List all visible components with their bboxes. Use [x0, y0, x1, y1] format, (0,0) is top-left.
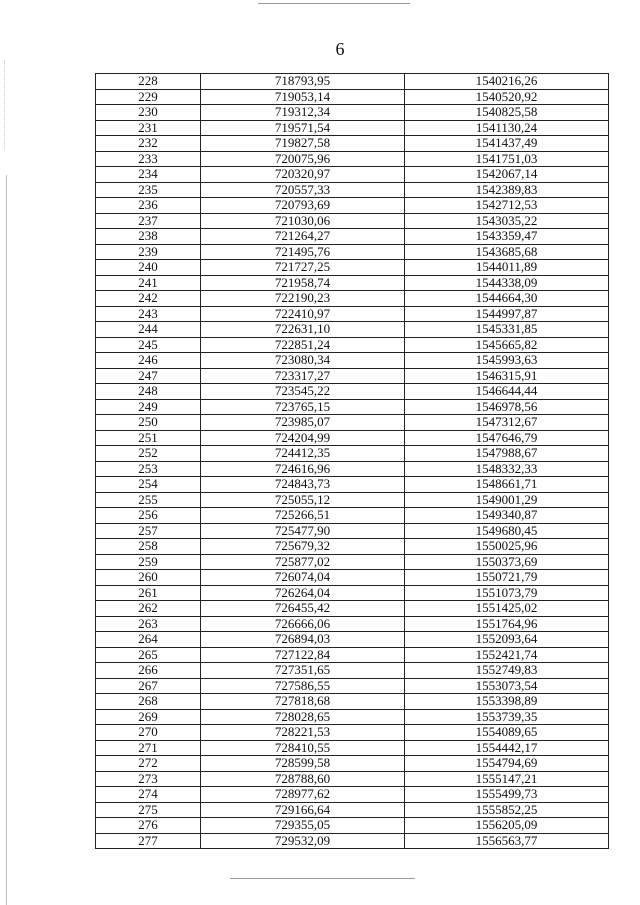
y-coordinate-cell: 1541751,03 [405, 151, 609, 167]
point-number-cell: 264 [96, 632, 201, 648]
table-row [96, 833, 609, 849]
y-coordinate-cell: 1549001,29 [405, 492, 609, 508]
point-number-cell: 230 [96, 105, 201, 121]
y-coordinate-cell: 1554089,65 [405, 725, 609, 741]
point-number-cell: 248 [96, 384, 201, 400]
y-coordinate-cell: 1552093,64 [405, 632, 609, 648]
table-row [96, 446, 609, 462]
table-row [96, 601, 609, 617]
point-number-cell: 251 [96, 430, 201, 446]
table-row [96, 89, 609, 105]
y-coordinate-cell: 1549680,45 [405, 523, 609, 539]
point-number-cell: 243 [96, 306, 201, 322]
x-coordinate-cell: 728221,53 [201, 725, 405, 741]
x-coordinate-cell: 723765,15 [201, 399, 405, 415]
point-number-cell: 273 [96, 771, 201, 787]
y-coordinate-cell: 1552749,83 [405, 663, 609, 679]
point-number-cell: 262 [96, 601, 201, 617]
y-coordinate-cell: 1544664,30 [405, 291, 609, 307]
table-row [96, 787, 609, 803]
x-coordinate-cell: 719571,54 [201, 120, 405, 136]
point-number-cell: 270 [96, 725, 201, 741]
x-coordinate-cell: 721495,76 [201, 244, 405, 260]
point-number-cell: 261 [96, 585, 201, 601]
x-coordinate-cell: 728977,62 [201, 787, 405, 803]
point-number-cell: 250 [96, 415, 201, 431]
top-scan-line [258, 3, 410, 4]
y-coordinate-cell: 1543035,22 [405, 213, 609, 229]
x-coordinate-cell: 719827,58 [201, 136, 405, 152]
table-row [96, 554, 609, 570]
y-coordinate-cell: 1542712,53 [405, 198, 609, 214]
table-row [96, 167, 609, 183]
table-row [96, 663, 609, 679]
x-coordinate-cell: 722851,24 [201, 337, 405, 353]
x-coordinate-cell: 728028,65 [201, 709, 405, 725]
y-coordinate-cell: 1544011,89 [405, 260, 609, 276]
y-coordinate-cell: 1540825,58 [405, 105, 609, 121]
point-number-cell: 245 [96, 337, 201, 353]
point-number-cell: 237 [96, 213, 201, 229]
x-coordinate-cell: 721030,06 [201, 213, 405, 229]
x-coordinate-cell: 725877,02 [201, 554, 405, 570]
y-coordinate-cell: 1545665,82 [405, 337, 609, 353]
point-number-cell: 272 [96, 756, 201, 772]
x-coordinate-cell: 724412,35 [201, 446, 405, 462]
y-coordinate-cell: 1543359,47 [405, 229, 609, 245]
left-scan-edge [6, 175, 7, 905]
point-number-cell: 229 [96, 89, 201, 105]
table-row [96, 368, 609, 384]
table-row [96, 244, 609, 260]
x-coordinate-cell: 718793,95 [201, 74, 405, 90]
table-row [96, 229, 609, 245]
point-number-cell: 242 [96, 291, 201, 307]
x-coordinate-cell: 725679,32 [201, 539, 405, 555]
y-coordinate-cell: 1548332,33 [405, 461, 609, 477]
point-number-cell: 257 [96, 523, 201, 539]
point-number-cell: 268 [96, 694, 201, 710]
point-number-cell: 263 [96, 616, 201, 632]
table-row [96, 74, 609, 90]
y-coordinate-cell: 1540216,26 [405, 74, 609, 90]
x-coordinate-cell: 724616,96 [201, 461, 405, 477]
point-number-cell: 252 [96, 446, 201, 462]
y-coordinate-cell: 1555852,25 [405, 802, 609, 818]
x-coordinate-cell: 720320,97 [201, 167, 405, 183]
point-number-cell: 269 [96, 709, 201, 725]
table-row [96, 678, 609, 694]
table-row [96, 275, 609, 291]
table-row [96, 430, 609, 446]
y-coordinate-cell: 1544997,87 [405, 306, 609, 322]
table-row [96, 198, 609, 214]
point-number-cell: 267 [96, 678, 201, 694]
y-coordinate-cell: 1543685,68 [405, 244, 609, 260]
table-row [96, 120, 609, 136]
table-row [96, 151, 609, 167]
point-number-cell: 244 [96, 322, 201, 338]
table-row [96, 136, 609, 152]
x-coordinate-cell: 727586,55 [201, 678, 405, 694]
x-coordinate-cell: 720793,69 [201, 198, 405, 214]
point-number-cell: 265 [96, 647, 201, 663]
x-coordinate-cell: 726666,06 [201, 616, 405, 632]
table-row [96, 461, 609, 477]
y-coordinate-cell: 1551425,02 [405, 601, 609, 617]
table-row [96, 337, 609, 353]
y-coordinate-cell: 1544338,09 [405, 275, 609, 291]
point-number-cell: 234 [96, 167, 201, 183]
x-coordinate-cell: 722190,23 [201, 291, 405, 307]
y-coordinate-cell: 1554794,69 [405, 756, 609, 772]
left-scan-edge-upper [4, 60, 5, 150]
x-coordinate-cell: 728410,55 [201, 740, 405, 756]
x-coordinate-cell: 721264,27 [201, 229, 405, 245]
y-coordinate-cell: 1550025,96 [405, 539, 609, 555]
y-coordinate-cell: 1550721,79 [405, 570, 609, 586]
point-number-cell: 276 [96, 818, 201, 834]
x-coordinate-cell: 721727,25 [201, 260, 405, 276]
table-row [96, 709, 609, 725]
y-coordinate-cell: 1541130,24 [405, 120, 609, 136]
table-row [96, 616, 609, 632]
table-row [96, 291, 609, 307]
point-number-cell: 228 [96, 74, 201, 90]
x-coordinate-cell: 722410,97 [201, 306, 405, 322]
x-coordinate-cell: 728788,60 [201, 771, 405, 787]
x-coordinate-cell: 729166,64 [201, 802, 405, 818]
point-number-cell: 249 [96, 399, 201, 415]
point-number-cell: 271 [96, 740, 201, 756]
x-coordinate-cell: 721958,74 [201, 275, 405, 291]
y-coordinate-cell: 1540520,92 [405, 89, 609, 105]
point-number-cell: 274 [96, 787, 201, 803]
table-row [96, 818, 609, 834]
point-number-cell: 232 [96, 136, 201, 152]
point-number-cell: 235 [96, 182, 201, 198]
point-number-cell: 238 [96, 229, 201, 245]
point-number-cell: 236 [96, 198, 201, 214]
table-row [96, 415, 609, 431]
y-coordinate-cell: 1552421,74 [405, 647, 609, 663]
table-row [96, 477, 609, 493]
y-coordinate-cell: 1556205,09 [405, 818, 609, 834]
x-coordinate-cell: 728599,58 [201, 756, 405, 772]
bottom-scan-line [230, 878, 415, 879]
table-row [96, 260, 609, 276]
point-number-cell: 260 [96, 570, 201, 586]
table-row [96, 182, 609, 198]
table-row [96, 384, 609, 400]
point-number-cell: 277 [96, 833, 201, 849]
table-row [96, 492, 609, 508]
y-coordinate-cell: 1555499,73 [405, 787, 609, 803]
y-coordinate-cell: 1546978,56 [405, 399, 609, 415]
y-coordinate-cell: 1553073,54 [405, 678, 609, 694]
x-coordinate-cell: 727818,68 [201, 694, 405, 710]
table-row [96, 725, 609, 741]
x-coordinate-cell: 724843,73 [201, 477, 405, 493]
table-row [96, 756, 609, 772]
point-number-cell: 246 [96, 353, 201, 369]
y-coordinate-cell: 1548661,71 [405, 477, 609, 493]
table-row [96, 802, 609, 818]
x-coordinate-cell: 719053,14 [201, 89, 405, 105]
y-coordinate-cell: 1555147,21 [405, 771, 609, 787]
x-coordinate-cell: 729355,05 [201, 818, 405, 834]
y-coordinate-cell: 1545331,85 [405, 322, 609, 338]
x-coordinate-cell: 729532,09 [201, 833, 405, 849]
table-row [96, 306, 609, 322]
y-coordinate-cell: 1553739,35 [405, 709, 609, 725]
point-number-cell: 266 [96, 663, 201, 679]
table-row [96, 353, 609, 369]
y-coordinate-cell: 1551764,96 [405, 616, 609, 632]
y-coordinate-cell: 1541437,49 [405, 136, 609, 152]
table-row [96, 740, 609, 756]
y-coordinate-cell: 1545993,63 [405, 353, 609, 369]
y-coordinate-cell: 1553398,89 [405, 694, 609, 710]
point-number-cell: 259 [96, 554, 201, 570]
table-row [96, 399, 609, 415]
table-row [96, 322, 609, 338]
x-coordinate-cell: 727351,65 [201, 663, 405, 679]
point-number-cell: 255 [96, 492, 201, 508]
x-coordinate-cell: 723317,27 [201, 368, 405, 384]
point-number-cell: 254 [96, 477, 201, 493]
point-number-cell: 275 [96, 802, 201, 818]
y-coordinate-cell: 1549340,87 [405, 508, 609, 524]
point-number-cell: 247 [96, 368, 201, 384]
point-number-cell: 233 [96, 151, 201, 167]
point-number-cell: 256 [96, 508, 201, 524]
x-coordinate-cell: 725477,90 [201, 523, 405, 539]
table-row [96, 771, 609, 787]
x-coordinate-cell: 723985,07 [201, 415, 405, 431]
table-row [96, 585, 609, 601]
x-coordinate-cell: 726074,04 [201, 570, 405, 586]
table-row [96, 213, 609, 229]
x-coordinate-cell: 726894,03 [201, 632, 405, 648]
table-row [96, 105, 609, 121]
y-coordinate-cell: 1547646,79 [405, 430, 609, 446]
point-number-cell: 253 [96, 461, 201, 477]
point-number-cell: 239 [96, 244, 201, 260]
y-coordinate-cell: 1550373,69 [405, 554, 609, 570]
point-number-cell: 241 [96, 275, 201, 291]
table-row [96, 539, 609, 555]
y-coordinate-cell: 1547988,67 [405, 446, 609, 462]
x-coordinate-cell: 720075,96 [201, 151, 405, 167]
y-coordinate-cell: 1542389,83 [405, 182, 609, 198]
y-coordinate-cell: 1546644,44 [405, 384, 609, 400]
x-coordinate-cell: 725055,12 [201, 492, 405, 508]
y-coordinate-cell: 1542067,14 [405, 167, 609, 183]
y-coordinate-cell: 1547312,67 [405, 415, 609, 431]
x-coordinate-cell: 726264,04 [201, 585, 405, 601]
point-number-cell: 231 [96, 120, 201, 136]
table-row [96, 570, 609, 586]
table-row [96, 647, 609, 663]
y-coordinate-cell: 1554442,17 [405, 740, 609, 756]
table-row [96, 523, 609, 539]
x-coordinate-cell: 722631,10 [201, 322, 405, 338]
table-row [96, 694, 609, 710]
x-coordinate-cell: 723080,34 [201, 353, 405, 369]
x-coordinate-cell: 727122,84 [201, 647, 405, 663]
x-coordinate-cell: 719312,34 [201, 105, 405, 121]
y-coordinate-cell: 1551073,79 [405, 585, 609, 601]
x-coordinate-cell: 723545,22 [201, 384, 405, 400]
point-number-cell: 240 [96, 260, 201, 276]
x-coordinate-cell: 720557,33 [201, 182, 405, 198]
x-coordinate-cell: 725266,51 [201, 508, 405, 524]
table-body [96, 74, 609, 849]
x-coordinate-cell: 726455,42 [201, 601, 405, 617]
y-coordinate-cell: 1546315,91 [405, 368, 609, 384]
table-row [96, 508, 609, 524]
y-coordinate-cell: 1556563,77 [405, 833, 609, 849]
page-number: 6 [335, 39, 345, 59]
table-row [96, 632, 609, 648]
x-coordinate-cell: 724204,99 [201, 430, 405, 446]
coordinates-table [95, 73, 609, 849]
point-number-cell: 258 [96, 539, 201, 555]
